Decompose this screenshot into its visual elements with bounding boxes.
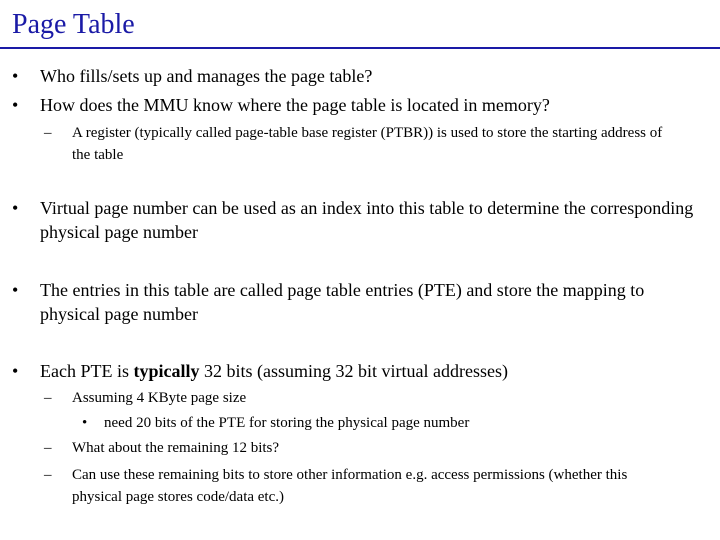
dash-marker: – — [44, 440, 52, 456]
sub-bullet-text: A register (typically called page-table base register (PTBR)) is used to store the starting address of the table — [72, 125, 663, 163]
sub-bullet-text: What about the remaining 12 bits? — [72, 440, 280, 456]
sub-bullet-text: Can use these remaining bits to store other information e.g. access permissions (whether this physical page stores code/data etc.) — [72, 467, 628, 505]
bullet-marker: • — [12, 198, 19, 218]
sub-bullet-text: Assuming 4 KByte page size — [72, 390, 247, 406]
bullet-text-post: 32 bits (assuming 32 bit virtual addresses) — [199, 361, 508, 381]
bullet-text: Virtual page number can be used as an index into this table to determine the corresponding physical page number — [40, 198, 694, 242]
bullet-text-bold: typically — [133, 361, 200, 381]
page-title: Page Table — [12, 9, 135, 40]
bullet-marker: • — [12, 280, 19, 300]
dash-marker: – — [44, 390, 52, 406]
dash-marker: – — [44, 125, 52, 141]
title-rule — [0, 47, 720, 49]
bullet-marker: • — [12, 66, 19, 86]
bullet-text — [40, 359, 702, 383]
bullet-marker: • — [12, 95, 19, 115]
bullet-marker: • — [12, 361, 19, 381]
bullet-text: How does the MMU know where the page table is located in memory? — [40, 95, 550, 115]
bullet-marker: • — [82, 415, 88, 431]
bullet-text-pre: Each PTE is — [40, 361, 134, 381]
bullet-text: The entries in this table are called page table entries (PTE) and store the mapping to physical page number — [40, 280, 645, 324]
dash-marker: – — [44, 467, 52, 483]
bullet-text: Who fills/sets up and manages the page table? — [40, 66, 373, 86]
sub-sub-bullet-text: need 20 bits of the PTE for storing the physical page number — [104, 415, 470, 431]
